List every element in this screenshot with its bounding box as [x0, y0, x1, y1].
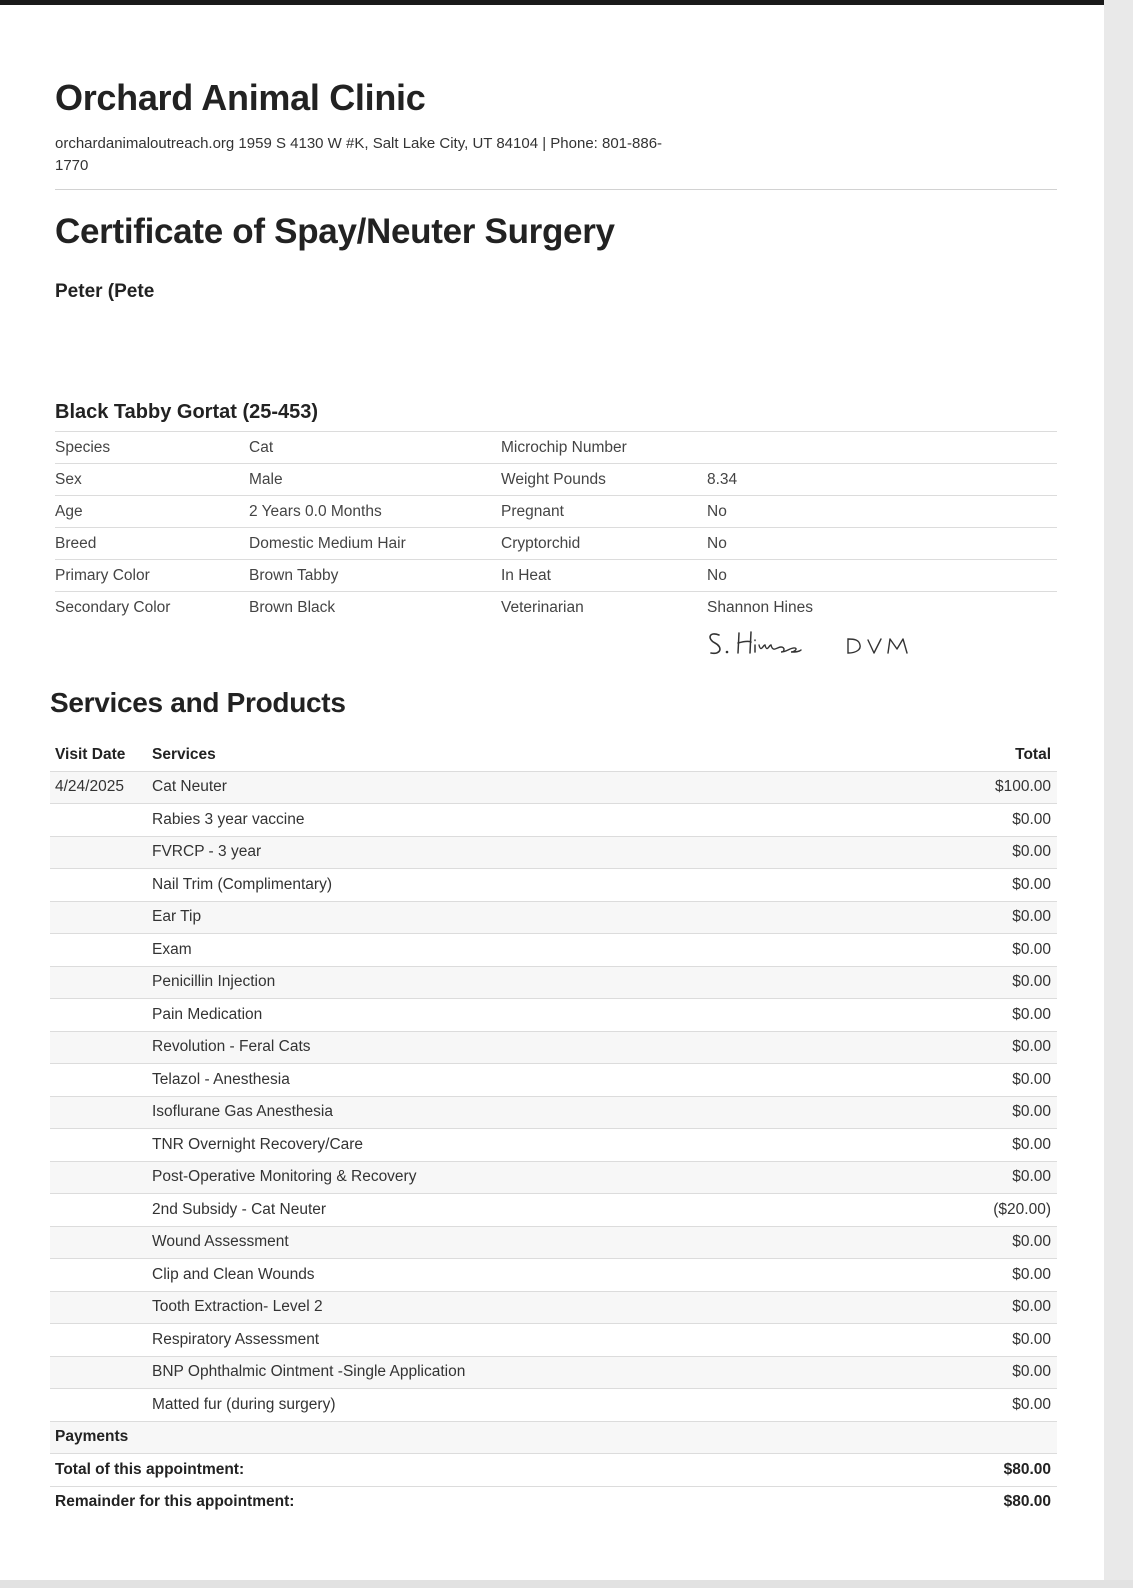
pet-detail-label: Cryptorchid: [501, 528, 707, 560]
service-row: [50, 1031, 1057, 1064]
summary-value: $80.00: [896, 1454, 1057, 1487]
service-total-cell: $0.00: [896, 1096, 1057, 1129]
page-bottom-gutter: [0, 1580, 1133, 1588]
pet-detail-label: Age: [55, 496, 249, 528]
visit-date-cell: [50, 1259, 147, 1292]
pet-detail-value: [707, 432, 1057, 464]
service-name-cell: BNP Ophthalmic Ointment -Single Application: [147, 1356, 896, 1389]
visit-date-cell: [50, 1096, 147, 1129]
service-name-cell: Rabies 3 year vaccine: [147, 804, 896, 837]
services-heading: Services and Products: [50, 687, 346, 718]
service-row: [50, 804, 1057, 837]
owner-name: Peter (Pete: [55, 281, 155, 302]
visit-date-cell: [50, 1031, 147, 1064]
service-row: [50, 1161, 1057, 1194]
service-row: [50, 1356, 1057, 1389]
service-row: [50, 999, 1057, 1032]
summary-label: Remainder for this appointment:: [50, 1486, 896, 1518]
pet-detail-value: Shannon Hines: [707, 592, 1057, 624]
page-gutter: [1104, 5, 1133, 1588]
services-table: [50, 739, 1057, 1518]
service-total-cell: $0.00: [896, 1161, 1057, 1194]
visit-date-cell: [50, 869, 147, 902]
service-name-cell: Ear Tip: [147, 901, 896, 934]
visit-date-cell: [50, 1064, 147, 1097]
service-name-cell: 2nd Subsidy - Cat Neuter: [147, 1194, 896, 1227]
service-name-cell: Cat Neuter: [147, 771, 896, 804]
service-row: [50, 934, 1057, 967]
document-page: [0, 5, 1104, 1580]
service-name-cell: Penicillin Injection: [147, 966, 896, 999]
pet-detail-value: Cat: [249, 432, 501, 464]
service-row: [50, 1129, 1057, 1162]
visit-date-cell: [50, 999, 147, 1032]
visit-date-cell: [50, 901, 147, 934]
pet-detail-value: No: [707, 496, 1057, 528]
service-total-cell: $0.00: [896, 1226, 1057, 1259]
pet-details-table: [55, 431, 1057, 623]
pet-detail-label: Secondary Color: [55, 592, 249, 624]
service-name-cell: Telazol - Anesthesia: [147, 1064, 896, 1097]
service-row: [50, 966, 1057, 999]
service-total-cell: $0.00: [896, 1324, 1057, 1357]
pet-detail-row: [55, 560, 1057, 592]
pet-detail-value: 8.34: [707, 464, 1057, 496]
visit-date-cell: [50, 934, 147, 967]
service-total-cell: $0.00: [896, 901, 1057, 934]
payments-label: Payments: [50, 1421, 1057, 1454]
service-total-cell: $0.00: [896, 804, 1057, 837]
pet-detail-label: Species: [55, 432, 249, 464]
visit-date-cell: [50, 1226, 147, 1259]
visit-date-cell: [50, 836, 147, 869]
service-total-cell: $0.00: [896, 966, 1057, 999]
service-name-cell: Wound Assessment: [147, 1226, 896, 1259]
service-total-cell: $0.00: [896, 1259, 1057, 1292]
service-row: [50, 836, 1057, 869]
pet-detail-value: 2 Years 0.0 Months: [249, 496, 501, 528]
service-row: [50, 1259, 1057, 1292]
service-row: [50, 1064, 1057, 1097]
service-total-cell: $0.00: [896, 1064, 1057, 1097]
pet-detail-value: No: [707, 528, 1057, 560]
service-row: [50, 1291, 1057, 1324]
service-total-cell: $0.00: [896, 869, 1057, 902]
service-row: [50, 1226, 1057, 1259]
certificate-title: Certificate of Spay/Neuter Surgery: [55, 212, 615, 251]
pet-detail-label: In Heat: [501, 560, 707, 592]
pet-detail-label: Sex: [55, 464, 249, 496]
payments-row: [50, 1421, 1057, 1454]
visit-date-header: Visit Date: [50, 739, 147, 771]
pet-detail-value: Brown Tabby: [249, 560, 501, 592]
pet-detail-row: [55, 464, 1057, 496]
clinic-name: Orchard Animal Clinic: [55, 77, 426, 118]
service-row: [50, 1389, 1057, 1422]
service-row: [50, 901, 1057, 934]
pet-detail-label: Microchip Number: [501, 432, 707, 464]
pet-detail-label: Pregnant: [501, 496, 707, 528]
total-header: Total: [896, 739, 1057, 771]
service-total-cell: $0.00: [896, 1031, 1057, 1064]
summary-label: Total of this appointment:: [50, 1454, 896, 1487]
service-name-cell: Post-Operative Monitoring & Recovery: [147, 1161, 896, 1194]
service-total-cell: $0.00: [896, 1389, 1057, 1422]
summary-value: $80.00: [896, 1486, 1057, 1518]
service-name-cell: Respiratory Assessment: [147, 1324, 896, 1357]
pet-detail-label: Weight Pounds: [501, 464, 707, 496]
pet-detail-row: [55, 432, 1057, 464]
service-name-cell: Tooth Extraction- Level 2: [147, 1291, 896, 1324]
pet-detail-value: Male: [249, 464, 501, 496]
service-name-cell: Clip and Clean Wounds: [147, 1259, 896, 1292]
service-name-cell: Isoflurane Gas Anesthesia: [147, 1096, 896, 1129]
visit-date-cell: [50, 1389, 147, 1422]
pet-detail-label: Veterinarian: [501, 592, 707, 624]
service-total-cell: $100.00: [896, 771, 1057, 804]
visit-date-cell: [50, 1194, 147, 1227]
service-name-cell: Nail Trim (Complimentary): [147, 869, 896, 902]
service-row: [50, 1194, 1057, 1227]
service-name-cell: TNR Overnight Recovery/Care: [147, 1129, 896, 1162]
pet-detail-label: Breed: [55, 528, 249, 560]
pet-detail-row: [55, 592, 1057, 624]
service-row: [50, 1324, 1057, 1357]
veterinarian-signature: [705, 623, 945, 663]
service-name-cell: Revolution - Feral Cats: [147, 1031, 896, 1064]
visit-date-cell: [50, 1161, 147, 1194]
header-divider: [55, 189, 1057, 190]
visit-date-cell: 4/24/2025: [50, 771, 147, 804]
pet-detail-value: Brown Black: [249, 592, 501, 624]
services-header-row: [50, 739, 1057, 771]
service-total-cell: $0.00: [896, 999, 1057, 1032]
visit-date-cell: [50, 1129, 147, 1162]
pet-detail-row: [55, 496, 1057, 528]
summary-row: [50, 1454, 1057, 1487]
service-total-cell: ($20.00): [896, 1194, 1057, 1227]
service-total-cell: $0.00: [896, 1291, 1057, 1324]
service-total-cell: $0.00: [896, 836, 1057, 869]
summary-row: [50, 1486, 1057, 1518]
service-row: [50, 1096, 1057, 1129]
clinic-contact-info: orchardanimaloutreach.org 1959 S 4130 W #K, Salt Lake City, UT 84104 | Phone: 801-886-1770: [55, 135, 663, 174]
services-header: Services: [147, 739, 896, 771]
service-name-cell: Pain Medication: [147, 999, 896, 1032]
service-total-cell: $0.00: [896, 934, 1057, 967]
service-row: [50, 869, 1057, 902]
service-name-cell: Matted fur (during surgery): [147, 1389, 896, 1422]
pet-detail-value: Domestic Medium Hair: [249, 528, 501, 560]
visit-date-cell: [50, 1291, 147, 1324]
service-name-cell: FVRCP - 3 year: [147, 836, 896, 869]
pet-detail-label: Primary Color: [55, 560, 249, 592]
service-row: [50, 771, 1057, 804]
visit-date-cell: [50, 966, 147, 999]
pet-detail-value: No: [707, 560, 1057, 592]
visit-date-cell: [50, 1324, 147, 1357]
visit-date-cell: [50, 804, 147, 837]
pet-detail-row: [55, 528, 1057, 560]
service-name-cell: Exam: [147, 934, 896, 967]
service-total-cell: $0.00: [896, 1356, 1057, 1389]
visit-date-cell: [50, 1356, 147, 1389]
pet-name: Black Tabby Gortat (25-453): [55, 401, 319, 423]
service-total-cell: $0.00: [896, 1129, 1057, 1162]
